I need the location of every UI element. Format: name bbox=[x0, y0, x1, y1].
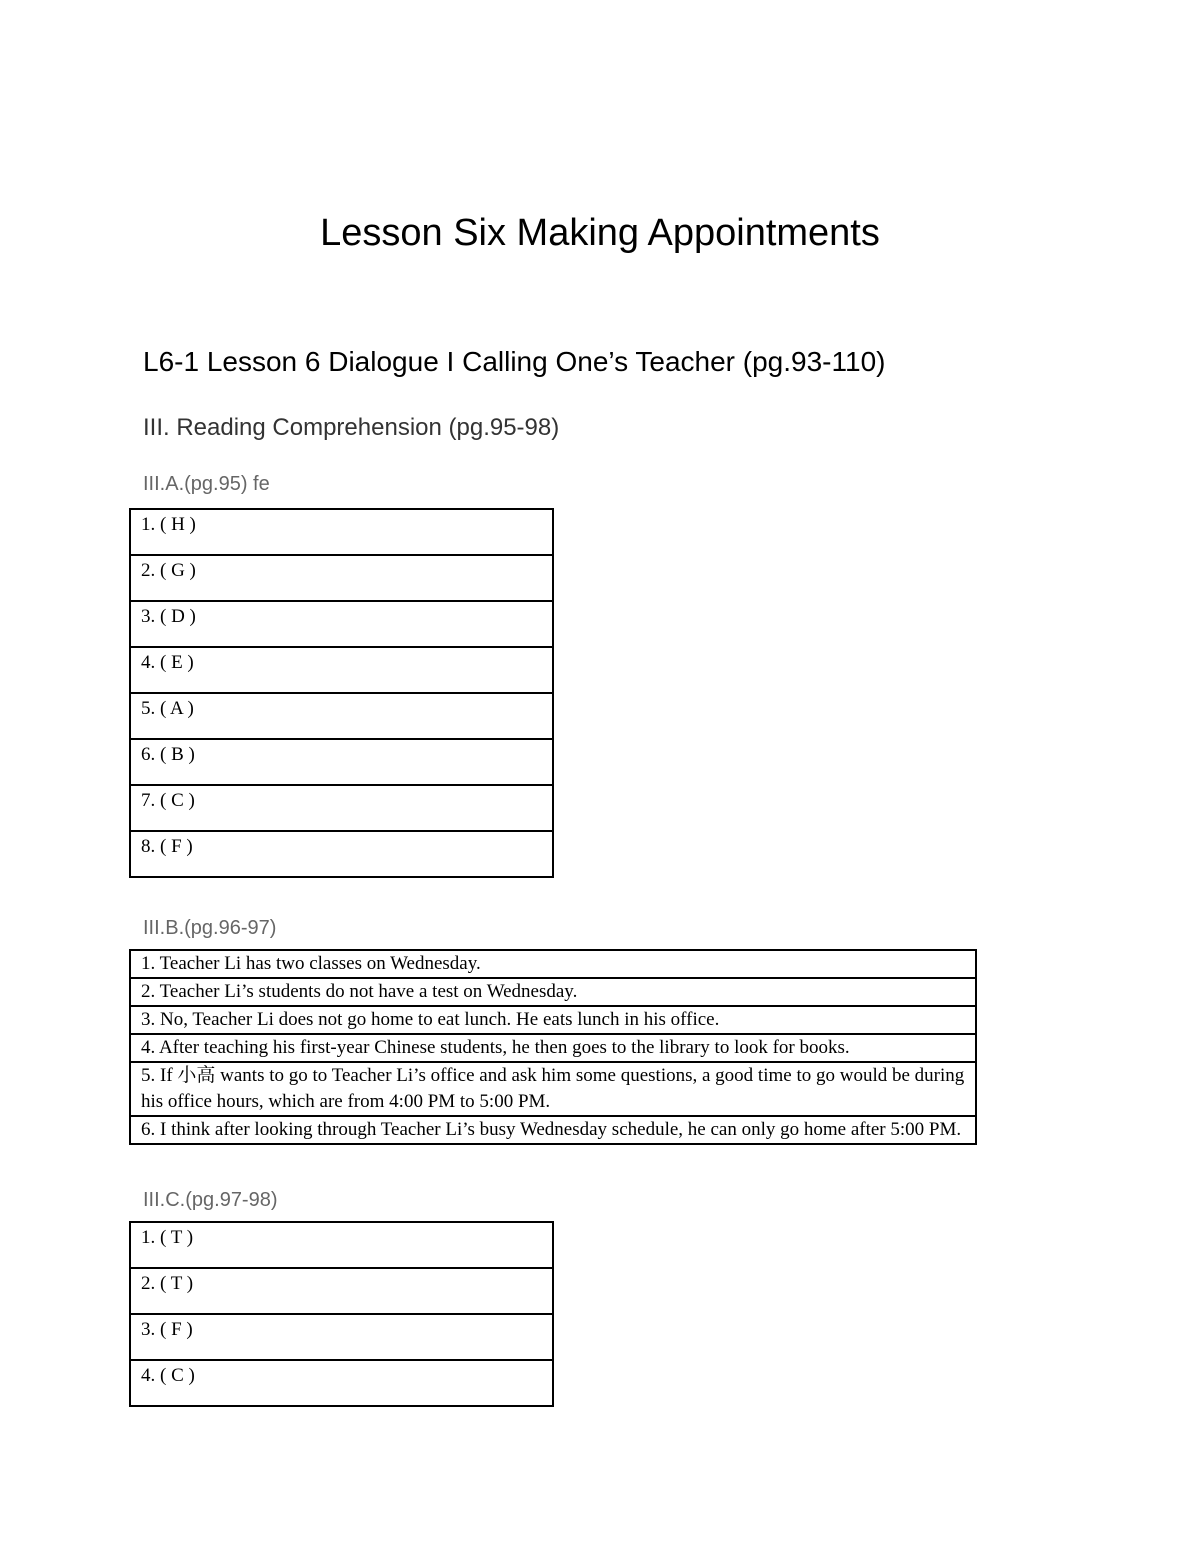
answer-cell: 1. Teacher Li has two classes on Wednesday. bbox=[130, 950, 976, 978]
table-row bbox=[130, 1268, 553, 1314]
answer-cell: 7. ( C ) bbox=[130, 785, 553, 831]
answer-cell: 5. If 小高 wants to go to Teacher Li’s office and ask him some questions, a good time to go would be during his office hours, which are from 4:00 PM to 5:00 PM. bbox=[130, 1062, 976, 1116]
table-row bbox=[130, 950, 976, 978]
table-row bbox=[130, 785, 553, 831]
part-b-answer-table bbox=[129, 949, 977, 1145]
answer-cell: 2. Teacher Li’s students do not have a test on Wednesday. bbox=[130, 978, 976, 1006]
answer-cell: 4. After teaching his first-year Chinese students, he then goes to the library to look for books. bbox=[130, 1034, 976, 1062]
table-row bbox=[130, 1360, 553, 1406]
table-row bbox=[130, 1006, 976, 1034]
table-row bbox=[130, 831, 553, 877]
table-row bbox=[130, 1116, 976, 1144]
answer-cell: 4. ( E ) bbox=[130, 647, 553, 693]
answer-cell: 2. ( T ) bbox=[130, 1268, 553, 1314]
part-a-answer-table bbox=[129, 508, 554, 878]
answer-cell: 5. ( A ) bbox=[130, 693, 553, 739]
part-b-heading: III.B.(pg.96-97) bbox=[143, 917, 277, 939]
section-heading: L6-1 Lesson 6 Dialogue I Calling One’s Teacher (pg.93-110) bbox=[143, 346, 886, 377]
table-row bbox=[130, 601, 553, 647]
answer-cell: 4. ( C ) bbox=[130, 1360, 553, 1406]
table-row bbox=[130, 1034, 976, 1062]
table-row bbox=[130, 509, 553, 555]
answer-cell: 6. I think after looking through Teacher Li’s busy Wednesday schedule, he can only go home after 5:00 PM. bbox=[130, 1116, 976, 1144]
table-row bbox=[130, 647, 553, 693]
table-row bbox=[130, 978, 976, 1006]
answer-cell: 2. ( G ) bbox=[130, 555, 553, 601]
part-a-heading: III.A.(pg.95) fe bbox=[143, 473, 270, 495]
answer-cell: 8. ( F ) bbox=[130, 831, 553, 877]
table-row bbox=[130, 1222, 553, 1268]
table-row bbox=[130, 1062, 976, 1116]
part-c-heading: III.C.(pg.97-98) bbox=[143, 1189, 278, 1211]
answer-cell: 1. ( H ) bbox=[130, 509, 553, 555]
table-row bbox=[130, 693, 553, 739]
answer-cell: 3. ( F ) bbox=[130, 1314, 553, 1360]
subsection-heading: III. Reading Comprehension (pg.95-98) bbox=[143, 414, 560, 441]
part-c-answer-table bbox=[129, 1221, 554, 1407]
answer-cell: 3. ( D ) bbox=[130, 601, 553, 647]
table-row bbox=[130, 555, 553, 601]
document-title: Lesson Six Making Appointments bbox=[320, 212, 880, 254]
answer-cell: 1. ( T ) bbox=[130, 1222, 553, 1268]
table-row bbox=[130, 1314, 553, 1360]
answer-cell: 6. ( B ) bbox=[130, 739, 553, 785]
answer-cell: 3. No, Teacher Li does not go home to eat lunch. He eats lunch in his office. bbox=[130, 1006, 976, 1034]
table-row bbox=[130, 739, 553, 785]
